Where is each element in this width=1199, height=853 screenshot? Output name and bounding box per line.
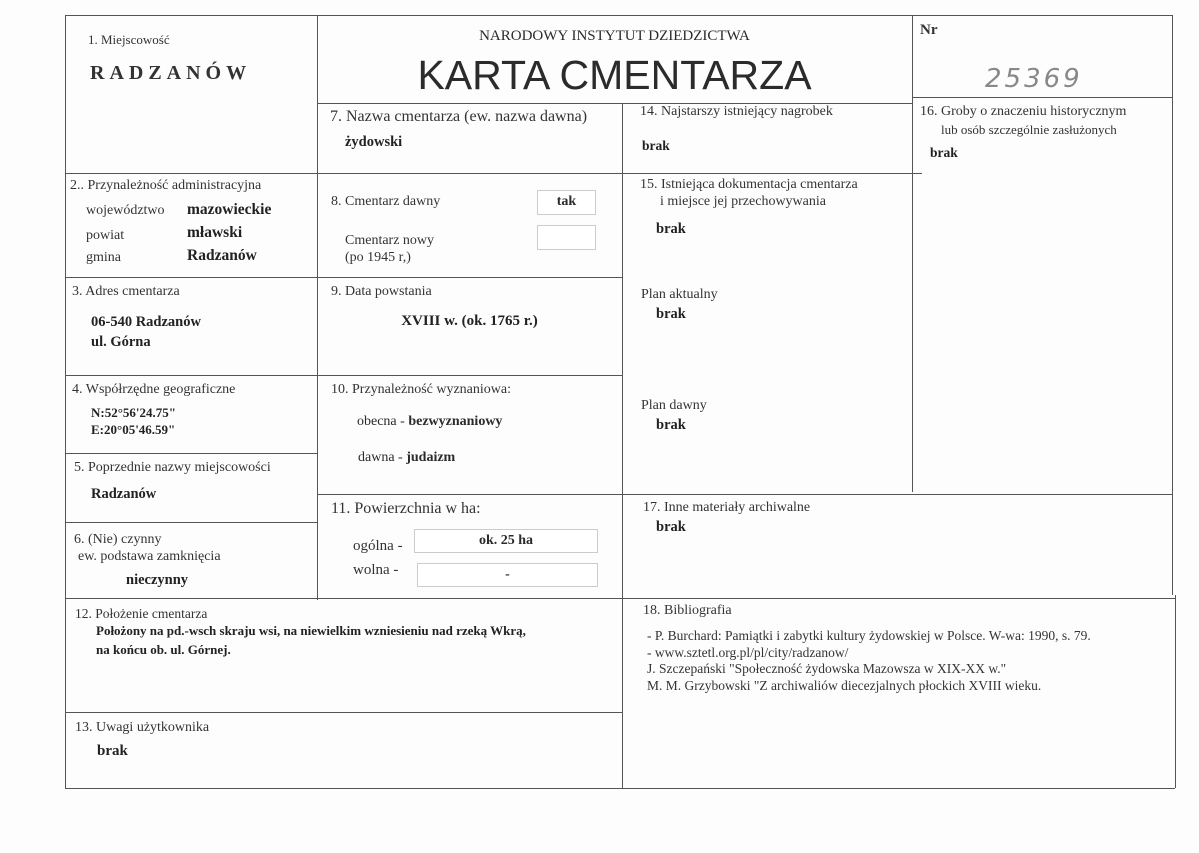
f13-label: 13. Uwagi użytkownika [75,720,210,735]
plan-aktualny-value: brak [656,306,686,322]
divider [65,453,317,454]
divider [65,173,922,174]
nr-label: Nr [920,22,938,38]
f17-label: 17. Inne materiały archiwalne [643,500,811,515]
f12-line2: na końcu ob. ul. Górnej. [96,642,231,657]
divider [65,522,317,523]
f15-label2: i miejsce jej przechowywania [660,194,826,209]
f13-value: brak [97,743,128,759]
f4-label: 4. Współrzędne geograficzne [72,382,236,397]
f9-value: XVIII w. (ok. 1765 r.) [401,313,538,329]
f16-label: 16. Groby o znaczeniu historycznym [920,104,1127,119]
cmentarz-nowy-field [537,225,596,250]
dawna-label: dawna - [358,450,407,465]
f10-obecna [357,414,502,430]
f12-line1: Położony na pd.-wsch skraju wsi, na niewielkim wzniesieniu nad rzeką Wkrą, [96,623,526,638]
divider [912,97,1172,98]
ogolna-label: ogólna - [353,538,403,554]
f9-label: 9. Data powstania [331,284,432,299]
divider [1175,595,1176,788]
divider [65,277,622,278]
bibliography-item: M. M. Grzybowski "Z archiwaliów diecezjalnych płockich XVIII wieku. [647,678,1042,693]
wolna-label: wolna - [353,562,399,578]
divider [65,598,1175,599]
f10-label: 10. Przynależność wyznaniowa: [331,382,511,397]
f3-line1: 06-540 Radzanów [91,314,201,330]
f16-value: brak [930,145,958,160]
f1-value: RADZANÓW [90,62,252,84]
divider [65,712,622,713]
gmina-value: Radzanów [187,247,257,264]
divider [622,494,1172,495]
f8-nowy-label2: (po 1945 r,) [345,250,411,265]
page-title: KARTA CMENTARZA [417,52,812,98]
institute-name: NARODOWY INSTYTUT DZIEDZICTWA [479,28,750,44]
powiat-label: powiat [86,228,125,243]
f17-value: brak [656,519,686,535]
f8-nowy-label: Cmentarz nowy [345,233,435,248]
f14-value: brak [642,138,670,153]
f4-lon: E:20°05'46.59" [91,422,176,437]
f1-label: 1. Miejscowość [88,32,170,47]
f18-label: 18. Bibliografia [643,603,732,618]
divider [1172,15,1173,595]
f15-label: 15. Istniejąca dokumentacja cmentarza [640,177,858,192]
f2-label: 2.. Przynależność administracyjna [70,178,262,193]
divider [622,103,623,788]
obecna-label: obecna - [357,414,409,429]
divider [65,788,1175,789]
divider [65,375,622,376]
f12-label: 12. Położenie cmentarza [75,606,208,621]
powiat-value: mławski [187,224,243,241]
wolna-field: - [417,563,598,587]
f15-value: brak [656,221,686,237]
f4-lat: N:52°56'24.75" [91,405,176,420]
divider [65,15,1173,16]
divider [912,15,913,492]
f10-dawna [358,450,455,466]
woj-label: województwo [86,203,165,218]
f3-line2: ul. Górna [91,334,151,350]
plan-dawny-value: brak [656,417,686,433]
f7-label: 7. Nazwa cmentarza (ew. nazwa dawna) [330,108,588,125]
cmentarz-dawny-field: tak [537,190,596,215]
bibliography-item: - P. Burchard: Pamiątki i zabytki kultury żydowskiej w Polsce. W-wa: 1990, s. 79. [647,628,1091,643]
divider [65,15,66,788]
f16-label2: lub osób szczególnie zasłużonych [941,122,1117,137]
ogolna-field: ok. 25 ha [414,529,598,553]
f14-label: 14. Najstarszy istniejący nagrobek [640,104,833,119]
f6-label: 6. (Nie) czynny [74,532,162,547]
plan-dawny-label: Plan dawny [641,398,707,413]
bibliography-item: - www.sztetl.org.pl/pl/city/radzanow/ [647,645,849,660]
f8-label: 8. Cmentarz dawny [331,194,441,209]
dawna-value: judaizm [406,450,456,465]
nr-value-handwritten: 25369 [985,64,1083,94]
divider [317,494,622,495]
woj-value: mazowieckie [187,201,272,218]
bibliography-item: J. Szczepański "Społeczność żydowska Mazowsza w XIX-XX w." [647,661,1007,676]
f3-label: 3. Adres cmentarza [72,284,180,299]
f5-value: Radzanów [91,486,157,502]
f6-value: nieczynny [126,572,189,588]
f7-value: żydowski [345,134,403,150]
plan-aktualny-label: Plan aktualny [641,287,718,302]
obecna-value: bezwyznaniowy [408,414,503,429]
f6-label2: ew. podstawa zamknięcia [78,549,221,564]
f5-label: 5. Poprzednie nazwy miejscowości [74,460,271,475]
gmina-label: gmina [86,250,121,265]
f11-label: 11. Powierzchnia w ha: [331,500,481,517]
